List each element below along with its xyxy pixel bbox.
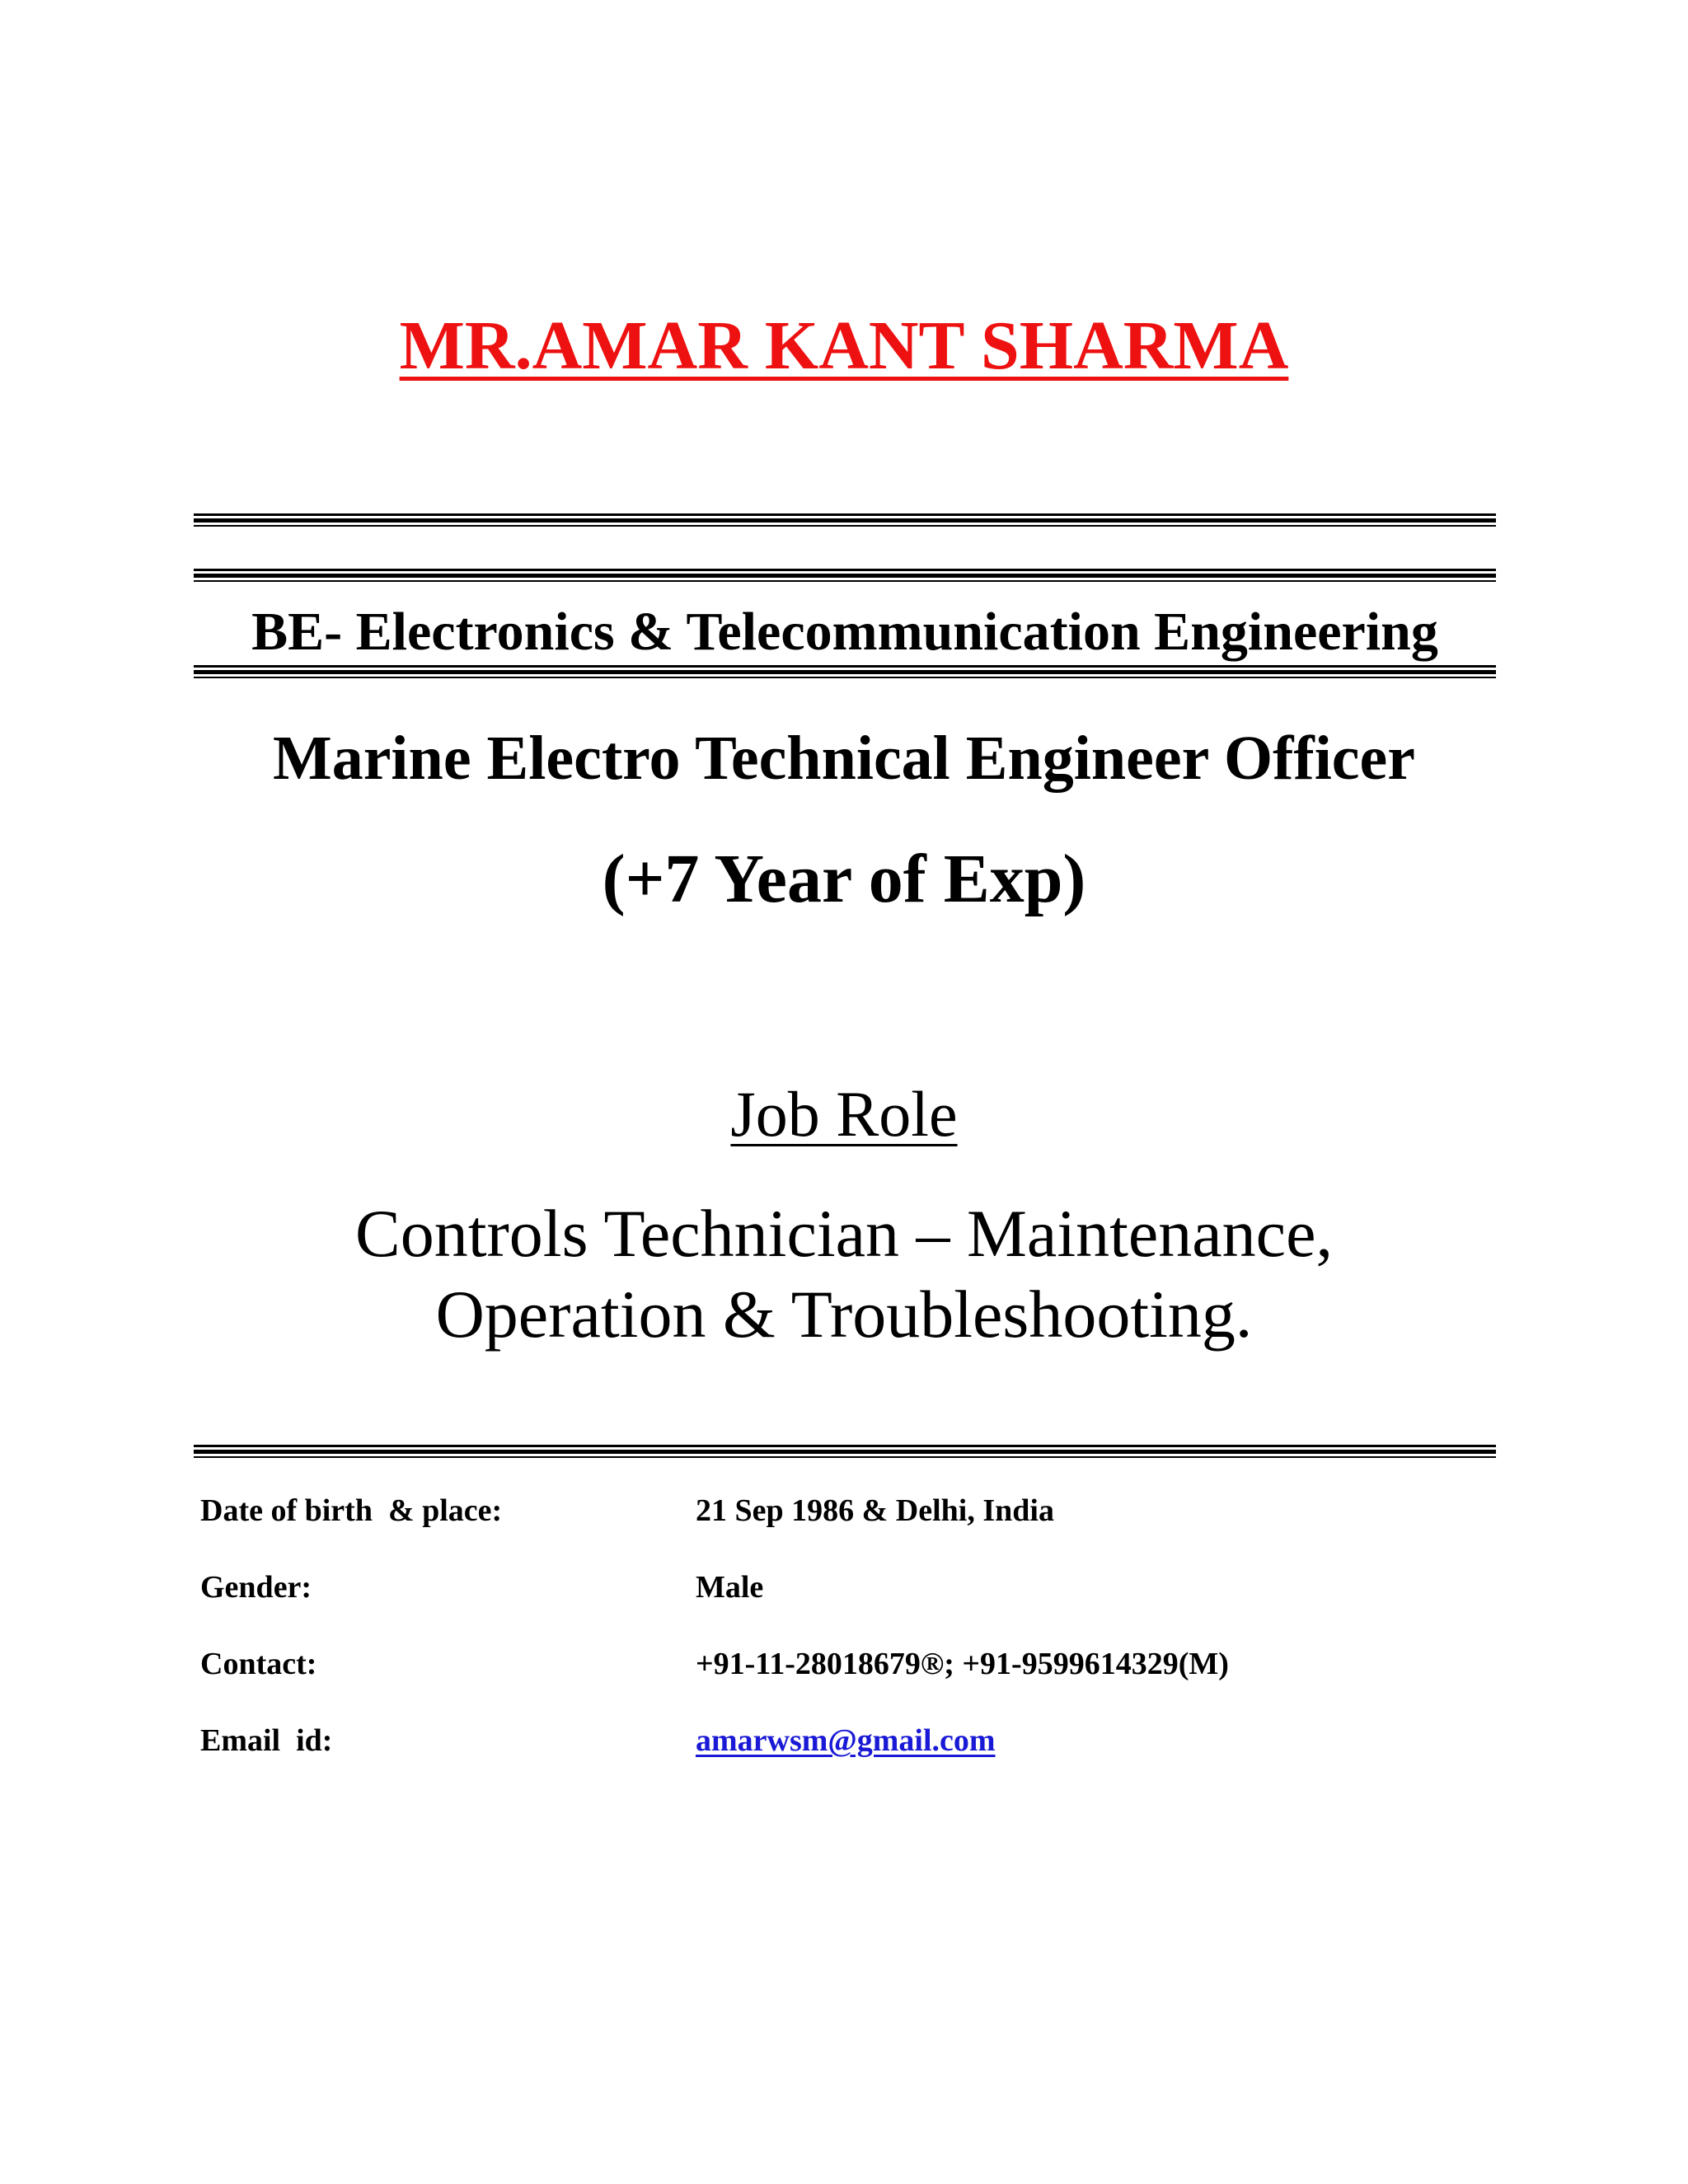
divider-below-degree xyxy=(194,665,1496,678)
candidate-name-text: MR.AMAR KANT SHARMA xyxy=(399,307,1289,384)
job-role-line-2: Operation & Troubleshooting. xyxy=(435,1277,1253,1352)
detail-row-gender xyxy=(200,1567,1494,1643)
job-role-line-1: Controls Technician – Maintenance, xyxy=(355,1196,1333,1271)
dob-value: 21 Sep 1986 & Delhi, India xyxy=(696,1493,1054,1528)
personal-details xyxy=(200,1490,1494,1797)
job-role-heading-text: Job Role xyxy=(730,1078,958,1150)
detail-row-email xyxy=(200,1720,1494,1797)
divider-above-degree xyxy=(194,569,1496,582)
detail-row-dob xyxy=(200,1490,1494,1567)
email-label: Email id: xyxy=(200,1723,333,1758)
dob-label: Date of birth & place: xyxy=(200,1493,503,1528)
job-role-heading xyxy=(0,1073,1688,1155)
degree-title: BE- Electronics & Telecommunication Engineering xyxy=(251,602,1438,662)
divider-above-details xyxy=(194,1445,1496,1458)
detail-row-contact xyxy=(200,1643,1494,1720)
experience-text: (+7 Year of Exp) xyxy=(602,841,1086,917)
designation-title: Marine Electro Technical Engineer Officer xyxy=(272,724,1416,793)
job-role-description xyxy=(0,1193,1688,1355)
candidate-name xyxy=(0,305,1688,387)
gender-label: Gender: xyxy=(200,1570,312,1605)
divider-top xyxy=(194,513,1496,527)
contact-label: Contact: xyxy=(200,1647,317,1681)
contact-value: +91-11-28018679®; +91-9599614329(M) xyxy=(696,1647,1229,1681)
email-link[interactable]: amarwsm@gmail.com xyxy=(696,1723,996,1758)
gender-value: Male xyxy=(696,1570,764,1605)
